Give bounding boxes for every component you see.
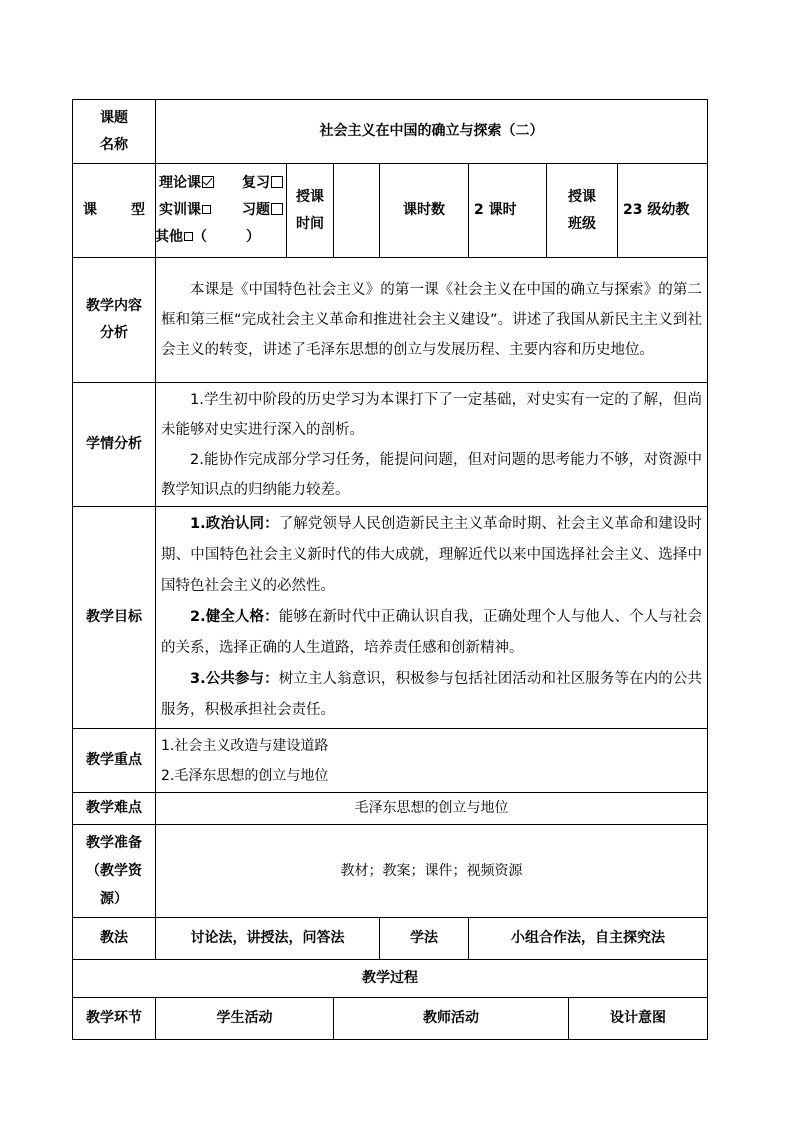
process-col-student: 学生活动: [156, 998, 334, 1040]
teaching-time-value[interactable]: [334, 164, 380, 258]
option-practical[interactable]: 实训课: [159, 197, 211, 224]
lesson-plan-table: [72, 99, 708, 1040]
process-title: 教学过程: [73, 960, 708, 998]
process-col-stage: 教学环节: [73, 998, 156, 1040]
preparation-row: [73, 825, 708, 918]
learner-analysis-text-cell: [156, 383, 708, 507]
option-theory[interactable]: 理论课: [159, 170, 214, 197]
objective-item: 2.健全人格：能够在新时代中正确认识自我，正确处理个人与他人、个人与社会的关系，选择正确的人生道路，培养责任感和创新精神。: [161, 609, 702, 656]
key-point-item: 1.社会主义改造与建设道路: [161, 737, 329, 754]
learning-method-label: 学法: [380, 918, 469, 960]
learner-analysis-label: 学情分析: [73, 383, 156, 507]
key-points-cell: [156, 729, 708, 793]
preparation-value: 教材；教案；课件；视频资源: [156, 825, 708, 918]
key-points-row: [73, 729, 708, 793]
objectives-label: 教学目标: [73, 507, 156, 729]
objective-item: 3.公共参与：树立主人翁意识，积极参与包括社团活动和社区服务等在内的公共服务，积极承担社会责任。: [161, 671, 702, 718]
learner-analysis-p1: 1.学生初中阶段的历史学习为本课打下了一定基础，对史实有一定的了解，但尚未能够对史实进行深入的剖析。: [161, 391, 702, 438]
teaching-method-value: 讨论法，讲授法，问答法: [156, 918, 380, 960]
key-point-item: 2.毛泽东思想的创立与地位: [161, 767, 329, 784]
teaching-time-label: 授课 时间: [287, 164, 334, 258]
process-col-intent: 设计意图: [569, 998, 708, 1040]
class-label: 授课 班级: [547, 164, 618, 258]
checkbox-icon[interactable]: [271, 203, 283, 215]
learning-method-value: 小组合作法，自主探究法: [469, 918, 708, 960]
content-analysis-text: 本课是《中国特色社会主义》的第一课《社会主义在中国的确立与探索》的第二框和第三框“完成社会主义革命和推进社会主义建设”。讲述了我国从新民主主义到社会主义的转变，讲述了毛泽东思想的创立与发展历程、主要内容和历史地位。: [161, 282, 702, 358]
learner-analysis-row: [73, 383, 708, 507]
checked-box-icon[interactable]: [202, 176, 214, 188]
option-other[interactable]: 其他 （ ）: [155, 229, 260, 245]
process-title-row: [73, 960, 708, 998]
content-analysis-label: 教学内容 分析: [73, 258, 156, 383]
course-type-label: 课 型: [73, 164, 156, 258]
objectives-text-cell: [156, 507, 708, 729]
option-exercise[interactable]: 习题: [242, 197, 283, 224]
class-value: 23 级幼教: [618, 164, 708, 258]
lesson-title-row: [73, 100, 708, 164]
objective-item: 1.政治认同：了解党领导人民创造新民主主义革命时期、社会主义革命和建设时期、中国特色社会主义新时代的伟大成就，理解近代以来中国选择社会主义、选择中国特色社会主义的必然性。: [161, 516, 702, 594]
option-review[interactable]: 复习: [242, 170, 283, 197]
key-points-label: 教学重点: [73, 729, 156, 793]
class-hours-label: 课时数: [380, 164, 469, 258]
class-hours-value: 2 课时: [469, 164, 547, 258]
checkbox-icon[interactable]: [184, 232, 193, 241]
objectives-row: [73, 507, 708, 729]
course-type-row: [73, 164, 708, 258]
course-type-options: [156, 164, 287, 258]
content-analysis-text-cell: [156, 258, 708, 383]
preparation-label: 教学准备 （教学资 源）: [73, 825, 156, 918]
methods-row: [73, 918, 708, 960]
lesson-title-label: 课题 名称: [73, 100, 156, 164]
learner-analysis-p2: 2.能协作完成部分学习任务，能提问问题，但对问题的思考能力不够，对资源中教学知识点的归纳能力较差。: [161, 451, 702, 498]
process-col-teacher: 教师活动: [334, 998, 569, 1040]
difficulty-value: 毛泽东思想的创立与地位: [156, 793, 708, 825]
teaching-method-label: 教法: [73, 918, 156, 960]
checkbox-icon[interactable]: [202, 205, 211, 214]
lesson-title-value: 社会主义在中国的确立与探索（二）: [156, 100, 708, 164]
process-header-row: [73, 998, 708, 1040]
difficulty-label: 教学难点: [73, 793, 156, 825]
checkbox-icon[interactable]: [271, 176, 283, 188]
difficulty-row: [73, 793, 708, 825]
content-analysis-row: [73, 258, 708, 383]
